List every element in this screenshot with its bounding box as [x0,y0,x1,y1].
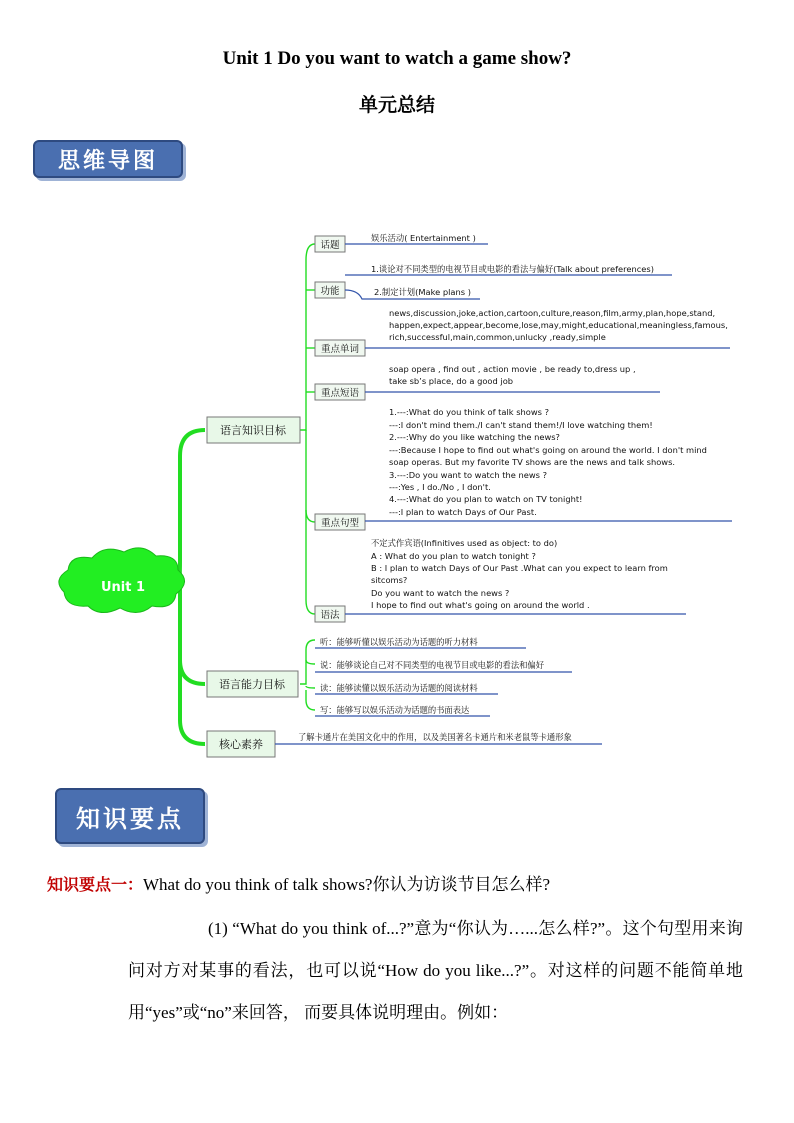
key-point-1-label: 知识要点一： [47,875,144,894]
mind-map-sub-connectors [300,244,315,710]
function-text-1: 1.谈论对不同类型的电视节目或电影的看法与偏好(Talk about preferences) [371,264,654,274]
sentences-line-6: 3.---:Do you want to watch the news ? [389,470,548,480]
paragraph-1: (1) “What do you think of...?”意为“你认为…...怎么样?”。这个句型用来询问对方对某事的看法，也可以说“How do you like...?”。对这样的问题不能简单地用“yes”或“no”来回答， 而要具体说明理由。例如： [128,919,743,1022]
branch-language-knowledge-label: 语言知识目标 [220,424,286,437]
grammar-line-3: B : I plan to watch Days of Our Past .What can you expect to learn from [371,563,668,573]
mind-map [0,220,794,760]
mind-map-banner: 思维导图 [33,140,183,178]
sentences-line-4: ---:Because I hope to find out what's going on around the world. I don't mind [389,445,707,455]
sentences-line-9: ---:I plan to watch Days of Our Past. [389,507,537,517]
key-point-1-heading [47,864,550,906]
page-subtitle: 单元总结 [358,94,435,116]
grammar-line-2: A : What do you plan to watch tonight ? [371,551,536,561]
sentences-line-2: ---:I don't mind them./I can't stand them!/I love watching them! [389,420,653,430]
mind-map-root [59,548,185,613]
ability-writing: 写：能够写以娱乐活动为话题的书面表达 [320,705,470,715]
node-words-label: 重点单词 [320,344,360,355]
phrases-line-1: soap opera , find out , action movie , be ready to,dress up , [389,364,636,374]
branch-core-literacy [207,731,275,757]
node-grammar-label: 语法 [320,610,340,621]
sentences-line-7: ---:Yes , I do./No , I don't. [389,482,491,492]
core-literacy-text: 了解卡通片在美国文化中的作用，以及美国著名卡通片和米老鼠等卡通形象 [298,732,572,742]
grammar-line-6: I hope to find out what's going on around the world . [371,600,590,610]
branch-core-literacy-label: 核心素养 [219,738,263,751]
words-line-1: news,discussion,joke,action,cartoon,culture,reason,film,army,plan,hope,stand, [389,308,716,318]
sentences-line-8: 4.---:What do you plan to watch on TV tonight! [389,494,583,504]
key-point-1-text: What do you think of talk shows?你认为访谈节目怎么样? [143,875,551,894]
grammar-line-4: sitcoms? [371,575,408,585]
page-title: Unit 1 Do you want to watch a game show? [222,48,572,69]
sentences-line-5: soap operas. But my favorite TV shows are the news and talk shows. [389,457,676,467]
words-line-2: happen,expect,appear,become,lose,may,might,educational,meaningless,famous, [389,320,728,330]
ability-speaking: 说：能够谈论自己对不同类型的电视节目或电影的看法和偏好 [320,660,545,670]
branch-language-ability-label: 语言能力目标 [219,678,285,691]
sentences-line-3: 2.---:Why do you like watching the news? [389,432,560,442]
node-topic-label: 话题 [320,240,340,251]
branch-language-ability [207,671,298,697]
branch-language-knowledge [207,417,300,443]
ability-listening: 听：能够听懂以娱乐活动为话题的听力材料 [320,637,478,647]
phrases-line-2: take sb’s place, do a good job [389,376,514,386]
sentences-line-1: 1.---:What do you think of talk shows ? [389,407,550,417]
ability-reading: 读：能够读懂以娱乐活动为话题的阅读材料 [320,683,478,693]
node-sentences-label: 重点句型 [320,518,360,529]
grammar-line-1: 不定式作宾语(Infinitives used as object: to do) [371,538,558,548]
grammar-line-5: Do you want to watch the news ? [371,588,510,598]
topic-text: 娱乐活动( Entertainment ) [371,233,476,243]
mind-map-root-label: Unit 1 [100,580,146,595]
node-phrases-label: 重点短语 [320,388,360,399]
function-text-2: 2.制定计划(Make plans ) [374,287,471,297]
key-points-banner: 知识要点 [55,788,205,844]
words-line-3: rich,successful,main,common,unlucky ,ready,simple [389,332,606,342]
node-function-label: 功能 [320,286,340,297]
